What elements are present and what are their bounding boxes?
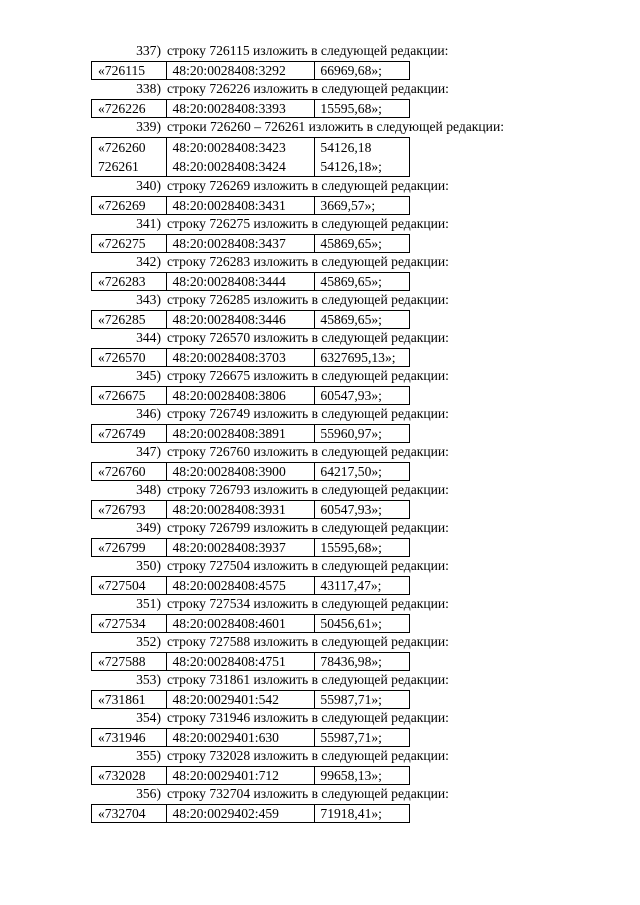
item-number: 343) (136, 292, 161, 307)
cadastral-number-cell: 48:20:0028408:3393 (167, 100, 315, 118)
item-instruction-text: строку 726799 изложить в следующей редакции: (167, 520, 449, 535)
cadastral-number-cell: 48:20:0028408:3444 (167, 273, 315, 291)
amendment-item (0, 80, 640, 118)
item-instruction-text: строку 731861 изложить в следующей редакции: (167, 672, 449, 687)
cadastral-number-cell: 48:20:0028408:3900 (167, 463, 315, 481)
amendment-item (0, 291, 640, 329)
row-code-cell: «732704 (92, 805, 167, 823)
amendment-heading (0, 291, 640, 310)
value-cell: 43117,47»; (315, 577, 410, 595)
item-number: 351) (136, 596, 161, 611)
value-cell: 71918,41»; (315, 805, 410, 823)
item-number: 352) (136, 634, 161, 649)
amendment-item (0, 443, 640, 481)
item-number: 347) (136, 444, 161, 459)
value-cell: 55960,97»; (315, 425, 410, 443)
amendment-item (0, 329, 640, 367)
item-instruction-text: строку 726226 изложить в следующей редакции: (167, 81, 449, 96)
table-row (92, 157, 410, 177)
value-cell: 54126,18 (315, 138, 410, 158)
amendment-heading (0, 405, 640, 424)
table-row (92, 463, 410, 481)
table-row (92, 273, 410, 291)
cadastral-number-cell: 48:20:0028408:3891 (167, 425, 315, 443)
cadastral-number-cell: 48:20:0028408:4751 (167, 653, 315, 671)
value-cell: 3669,57»; (315, 197, 410, 215)
item-instruction-text: строку 732704 изложить в следующей редакции: (167, 786, 449, 801)
amendment-heading (0, 177, 640, 196)
row-code-cell: «727588 (92, 653, 167, 671)
amendment-item (0, 595, 640, 633)
value-cell: 15595,68»; (315, 100, 410, 118)
amendment-heading (0, 80, 640, 99)
cadastral-number-cell: 48:20:0028408:4575 (167, 577, 315, 595)
item-instruction-text: строку 731946 изложить в следующей редакции: (167, 710, 449, 725)
amendment-heading (0, 709, 640, 728)
amendment-item (0, 671, 640, 709)
cadastral-number-cell: 48:20:0028408:3937 (167, 539, 315, 557)
cadastral-number-cell: 48:20:0028408:3424 (167, 157, 315, 177)
table-row (92, 805, 410, 823)
table-row (92, 197, 410, 215)
amendment-table (91, 99, 410, 118)
amendment-item (0, 118, 640, 177)
item-number: 342) (136, 254, 161, 269)
amendment-item (0, 557, 640, 595)
item-instruction-text: строку 726675 изложить в следующей редакции: (167, 368, 449, 383)
amendment-heading (0, 671, 640, 690)
amendment-item (0, 253, 640, 291)
table-row (92, 539, 410, 557)
value-cell: 45869,65»; (315, 311, 410, 329)
row-code-cell: «731946 (92, 729, 167, 747)
row-code-cell: «726260 (92, 138, 167, 158)
item-number: 355) (136, 748, 161, 763)
item-number: 339) (136, 119, 161, 134)
value-cell: 78436,98»; (315, 653, 410, 671)
cadastral-number-cell: 48:20:0029401:712 (167, 767, 315, 785)
cadastral-number-cell: 48:20:0028408:3446 (167, 311, 315, 329)
cadastral-number-cell: 48:20:0028408:3806 (167, 387, 315, 405)
item-instruction-text: строку 726283 изложить в следующей редакции: (167, 254, 449, 269)
table-row (92, 425, 410, 443)
item-number: 349) (136, 520, 161, 535)
cadastral-number-cell: 48:20:0028408:4601 (167, 615, 315, 633)
amendment-item (0, 709, 640, 747)
amendment-table (91, 462, 410, 481)
amendment-table (91, 804, 410, 823)
item-number: 341) (136, 216, 161, 231)
item-number: 353) (136, 672, 161, 687)
amendment-table (91, 500, 410, 519)
amendment-heading (0, 519, 640, 538)
table-row (92, 138, 410, 158)
amendment-heading (0, 633, 640, 652)
item-instruction-text: строку 726115 изложить в следующей редакции: (167, 43, 449, 58)
cadastral-number-cell: 48:20:0028408:3703 (167, 349, 315, 367)
amendment-heading (0, 329, 640, 348)
item-number: 340) (136, 178, 161, 193)
table-row (92, 767, 410, 785)
item-instruction-text: строку 726285 изложить в следующей редакции: (167, 292, 449, 307)
row-code-cell: «726675 (92, 387, 167, 405)
item-instruction-text: строку 732028 изложить в следующей редакции: (167, 748, 449, 763)
amendment-item (0, 367, 640, 405)
table-row (92, 691, 410, 709)
table-row (92, 235, 410, 253)
value-cell: 55987,71»; (315, 729, 410, 747)
amendment-table (91, 690, 410, 709)
row-code-cell: «726570 (92, 349, 167, 367)
amendment-heading (0, 595, 640, 614)
amendment-table (91, 424, 410, 443)
amendment-table (91, 766, 410, 785)
amendment-item (0, 633, 640, 671)
table-row (92, 615, 410, 633)
amendment-item (0, 785, 640, 823)
amendment-table (91, 614, 410, 633)
table-row (92, 349, 410, 367)
item-number: 350) (136, 558, 161, 573)
amendment-item (0, 747, 640, 785)
table-row (92, 729, 410, 747)
amendment-table (91, 310, 410, 329)
value-cell: 45869,65»; (315, 273, 410, 291)
item-number: 346) (136, 406, 161, 421)
amendment-table (91, 196, 410, 215)
row-code-cell: «726275 (92, 235, 167, 253)
amendment-item (0, 42, 640, 80)
item-instruction-text: строку 727504 изложить в следующей редакции: (167, 558, 449, 573)
value-cell: 60547,93»; (315, 501, 410, 519)
row-code-cell: «726283 (92, 273, 167, 291)
amendment-item (0, 519, 640, 557)
row-code-cell: «726226 (92, 100, 167, 118)
amendment-heading (0, 747, 640, 766)
row-code-cell: 726261 (92, 157, 167, 177)
amendment-item (0, 215, 640, 253)
amendment-table (91, 728, 410, 747)
amendment-table (91, 272, 410, 291)
amendment-table (91, 137, 410, 177)
item-instruction-text: строку 727534 изложить в следующей редакции: (167, 596, 449, 611)
item-instruction-text: строку 726269 изложить в следующей редакции: (167, 178, 449, 193)
row-code-cell: «726115 (92, 62, 167, 80)
table-row (92, 653, 410, 671)
amendment-heading (0, 118, 640, 137)
amendment-table (91, 234, 410, 253)
value-cell: 66969,68»; (315, 62, 410, 80)
amendment-table (91, 348, 410, 367)
value-cell: 60547,93»; (315, 387, 410, 405)
table-row (92, 311, 410, 329)
item-number: 354) (136, 710, 161, 725)
item-number: 348) (136, 482, 161, 497)
item-instruction-text: строку 726570 изложить в следующей редакции: (167, 330, 449, 345)
row-code-cell: «726285 (92, 311, 167, 329)
amendment-heading (0, 253, 640, 272)
value-cell: 50456,61»; (315, 615, 410, 633)
cadastral-number-cell: 48:20:0028408:3292 (167, 62, 315, 80)
row-code-cell: «726799 (92, 539, 167, 557)
amendment-table (91, 652, 410, 671)
item-instruction-text: строку 727588 изложить в следующей редакции: (167, 634, 449, 649)
value-cell: 55987,71»; (315, 691, 410, 709)
table-row (92, 387, 410, 405)
cadastral-number-cell: 48:20:0029401:630 (167, 729, 315, 747)
amendment-item (0, 481, 640, 519)
amendment-item (0, 405, 640, 443)
row-code-cell: «727534 (92, 615, 167, 633)
amendment-heading (0, 42, 640, 61)
table-row (92, 62, 410, 80)
document-body (0, 42, 640, 823)
value-cell: 45869,65»; (315, 235, 410, 253)
amendment-table (91, 576, 410, 595)
table-row (92, 100, 410, 118)
amendment-table (91, 61, 410, 80)
item-number: 345) (136, 368, 161, 383)
row-code-cell: «726749 (92, 425, 167, 443)
row-code-cell: «731861 (92, 691, 167, 709)
amendment-table (91, 386, 410, 405)
table-row (92, 501, 410, 519)
amendment-heading (0, 215, 640, 234)
cadastral-number-cell: 48:20:0028408:3431 (167, 197, 315, 215)
item-instruction-text: строку 726793 изложить в следующей редакции: (167, 482, 449, 497)
row-code-cell: «732028 (92, 767, 167, 785)
row-code-cell: «727504 (92, 577, 167, 595)
amendment-heading (0, 785, 640, 804)
row-code-cell: «726760 (92, 463, 167, 481)
value-cell: 99658,13»; (315, 767, 410, 785)
cadastral-number-cell: 48:20:0028408:3423 (167, 138, 315, 158)
amendment-heading (0, 481, 640, 500)
item-number: 337) (136, 43, 161, 58)
cadastral-number-cell: 48:20:0028408:3437 (167, 235, 315, 253)
cadastral-number-cell: 48:20:0029401:542 (167, 691, 315, 709)
item-instruction-text: строку 726275 изложить в следующей редакции: (167, 216, 449, 231)
cadastral-number-cell: 48:20:0028408:3931 (167, 501, 315, 519)
amendment-heading (0, 367, 640, 386)
cadastral-number-cell: 48:20:0029402:459 (167, 805, 315, 823)
row-code-cell: «726793 (92, 501, 167, 519)
item-instruction-text: строку 726749 изложить в следующей редакции: (167, 406, 449, 421)
amendment-heading (0, 443, 640, 462)
amendment-heading (0, 557, 640, 576)
amendment-item (0, 177, 640, 215)
amendment-table (91, 538, 410, 557)
value-cell: 64217,50»; (315, 463, 410, 481)
row-code-cell: «726269 (92, 197, 167, 215)
item-number: 356) (136, 786, 161, 801)
item-instruction-text: строку 726760 изложить в следующей редакции: (167, 444, 449, 459)
value-cell: 54126,18»; (315, 157, 410, 177)
item-number: 344) (136, 330, 161, 345)
value-cell: 15595,68»; (315, 539, 410, 557)
item-number: 338) (136, 81, 161, 96)
item-instruction-text: строки 726260 – 726261 изложить в следующей редакции: (167, 119, 504, 134)
table-row (92, 577, 410, 595)
value-cell: 6327695,13»; (315, 349, 410, 367)
